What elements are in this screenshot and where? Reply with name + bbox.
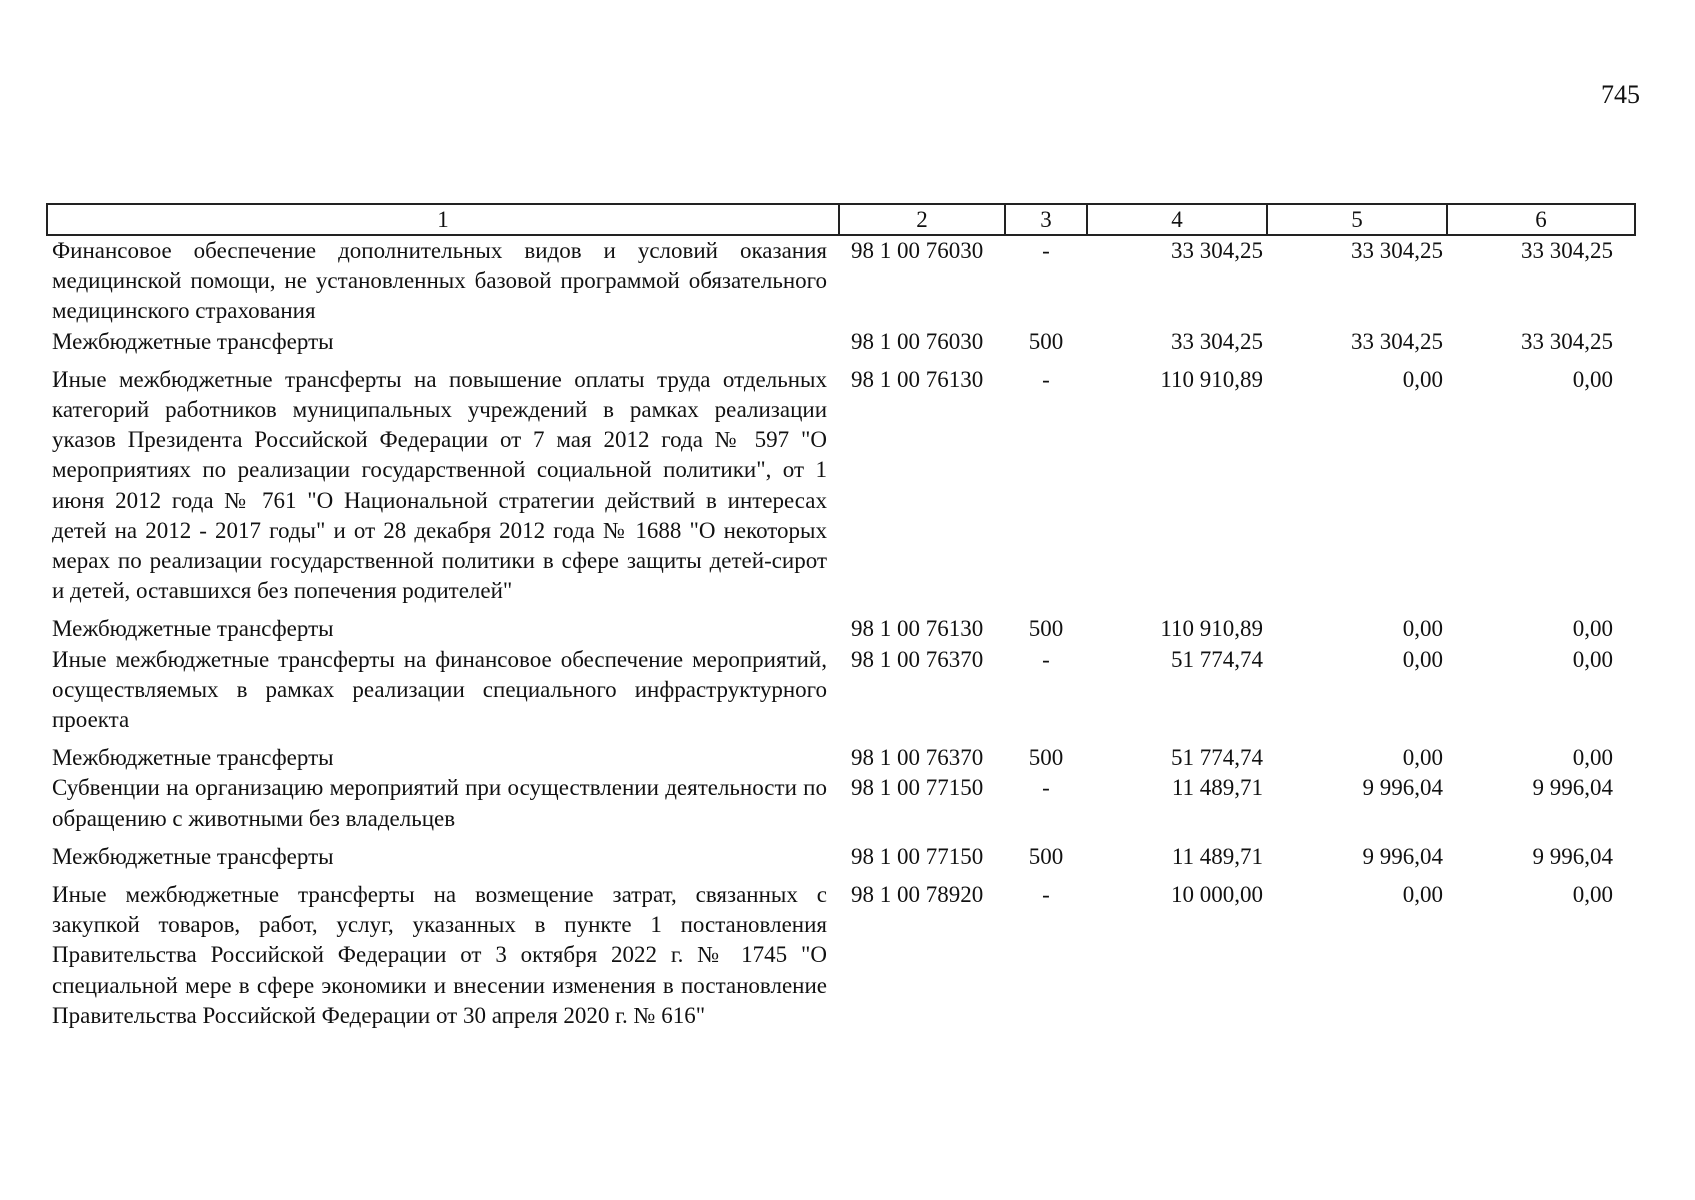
row-value-5: 9 996,04 [1362,775,1443,801]
page-number: 745 [1601,80,1640,109]
row-description: Субвенции на организацию мероприятий при осуществлении деятельности по обращению с животными без владельцев [52,775,827,831]
row-description: Межбюджетные трансферты [52,328,334,354]
column-header: 1 [47,204,839,235]
row-description: Иные межбюджетные трансферты на повышение оплаты труда отдельных категорий работников муниципальных учреждений в рамках реализации указов Президента Российской Федерации от 7 мая 2012 года № 597 "О мероприятиях по реализации государственной социальной политики", от 1 июня 2012 года № 761 "О Национальной стратегии действий в интересах детей на 2012 - 2017 годы" и от 28 декабря 2012 года № 1688 "О некоторых мерах по реализации государственной политики в сфере защиты детей-сирот и детей, оставшихся без попечения родителей" [52,366,827,604]
row-value-6: 0,00 [1572,882,1613,908]
budget-table [46,203,1636,1031]
row-value-4: 33 304,25 [1171,328,1263,354]
column-header: 6 [1447,204,1635,235]
table-header-row [47,204,1635,235]
row-code: 98 1 00 76370 [851,745,984,771]
row-value-6: 0,00 [1572,646,1613,672]
column-header: 2 [839,204,1005,235]
table-row [47,614,1635,644]
row-value-4: 10 000,00 [1171,882,1263,908]
row-value-4: 33 304,25 [1171,238,1263,263]
column-header: 5 [1267,204,1447,235]
row-type: - [1042,775,1050,801]
row-code: 98 1 00 77150 [851,775,984,801]
row-value-6: 9 996,04 [1532,775,1613,801]
row-value-4: 11 489,71 [1171,843,1263,869]
row-code: 98 1 00 78920 [851,882,984,908]
row-value-6: 0,00 [1572,366,1613,392]
row-description: Финансовое обеспечение дополнительных видов и условий оказания медицинской помощи, не установленных базовой программой обязательного медицинского страхования [52,238,827,324]
row-value-5: 0,00 [1402,745,1443,771]
row-code: 98 1 00 77150 [851,843,984,869]
row-type: 500 [1028,843,1064,869]
row-value-4: 110 910,89 [1160,366,1263,392]
row-value-5: 33 304,25 [1351,328,1443,354]
row-value-6: 33 304,25 [1521,238,1613,263]
row-code: 98 1 00 76130 [851,616,984,642]
row-value-5: 9 996,04 [1362,843,1443,869]
row-value-4: 51 774,74 [1171,646,1263,672]
row-value-5: 0,00 [1402,366,1443,392]
column-header: 4 [1087,204,1267,235]
row-value-5: 33 304,25 [1351,238,1443,263]
column-header: 3 [1005,204,1087,235]
row-code: 98 1 00 76130 [851,366,984,392]
row-description: Межбюджетные трансферты [52,745,334,771]
row-value-4: 110 910,89 [1160,616,1263,642]
row-description: Иные межбюджетные трансферты на финансовое обеспечение мероприятий, осуществляемых в рамках реализации специального инфраструктурного проекта [52,646,827,733]
row-value-4: 51 774,74 [1171,745,1263,771]
row-description: Межбюджетные трансферты [52,616,334,642]
row-value-6: 0,00 [1572,745,1613,771]
row-code: 98 1 00 76030 [851,328,984,354]
row-value-5: 0,00 [1402,882,1443,908]
row-type: - [1042,882,1050,908]
row-type: - [1042,238,1050,263]
row-type: 500 [1028,745,1064,771]
row-type: - [1042,646,1050,672]
row-value-5: 0,00 [1402,616,1443,642]
row-type: 500 [1028,328,1064,354]
row-value-6: 9 996,04 [1532,843,1613,869]
table-row [47,327,1635,365]
row-code: 98 1 00 76370 [851,646,984,672]
row-code: 98 1 00 76030 [851,238,984,263]
table-row [47,842,1635,880]
table-row [47,235,1635,327]
table-row [47,880,1635,1031]
row-description: Иные межбюджетные трансферты на возмещение затрат, связанных с закупкой товаров, работ, услуг, указанных в пункте 1 постановления Правительства Российской Федерации от 3 октября 2022 г. № 1745 "О специальной мере в сфере экономики и внесении изменения в постановление Правительства Российской Федерации от 30 апреля 2020 г. № 616" [52,882,827,1028]
row-type: - [1042,366,1050,392]
table-row [47,365,1635,615]
row-value-4: 11 489,71 [1171,775,1263,801]
table-row [47,743,1635,773]
row-description: Межбюджетные трансферты [52,843,334,869]
row-value-6: 0,00 [1572,616,1613,642]
table-row [47,645,1635,744]
row-value-6: 33 304,25 [1521,328,1613,354]
row-type: 500 [1028,616,1064,642]
table-row [47,773,1635,841]
row-value-5: 0,00 [1402,646,1443,672]
